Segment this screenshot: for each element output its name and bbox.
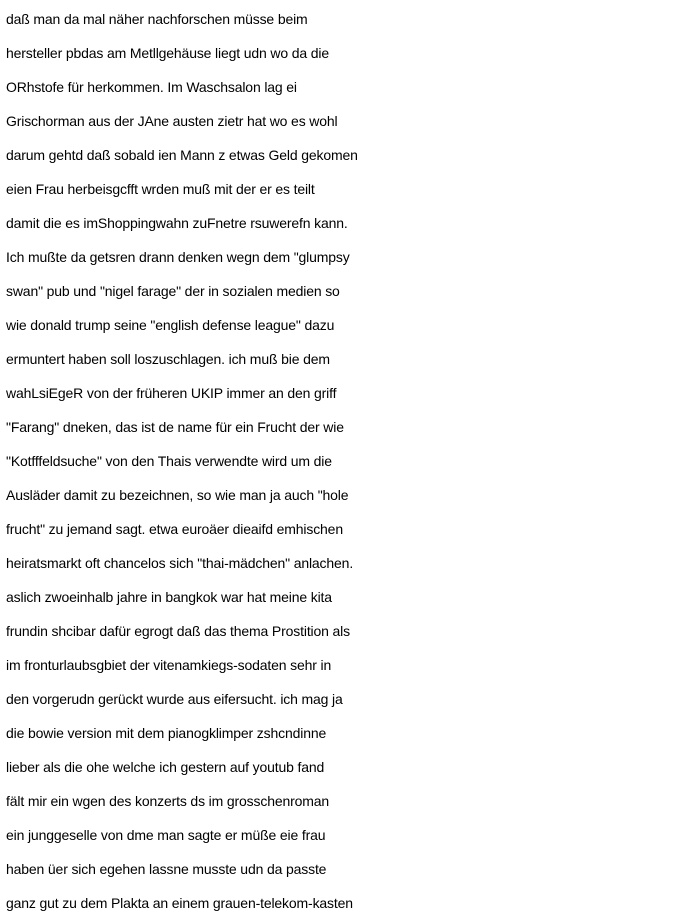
text-line-6: eien Frau herbeisgcfft wrden muß mit der er es teilt [6, 181, 315, 197]
text-line-7: damit die es imShoppingwahn zuFnetre rsuwerefn kann. [6, 215, 348, 231]
text-line-20: im fronturlaubsgbiet der vitenamkiegs-sodaten sehr in [6, 657, 332, 673]
text-line-24: fält mir ein wgen des konzerts ds im grosschenroman [6, 793, 330, 809]
text-line-14: "Kotfffeldsuche" von den Thais verwendte wird um die [6, 453, 332, 469]
text-line-17: heiratsmarkt oft chancelos sich "thai-mädchen" anlachen. [6, 555, 354, 571]
text-line-15: Ausläder damit zu bezeichnen, so wie man ja auch "hole [6, 487, 349, 503]
text-line-27: ganz gut zu dem Plakta an einem grauen-telekom-kasten [6, 895, 353, 911]
text-line-10: wie donald trump seine "english defense league" dazu [6, 317, 335, 333]
text-line-19: frundin shcibar dafür egrogt daß das thema Prostition als [6, 623, 350, 639]
text-line-4: Grischorman aus der JAne austen zietr hat wo es wohl [6, 113, 338, 129]
text-line-5: darum gehtd daß sobald ien Mann z etwas Geld gekomen [6, 147, 358, 163]
text-line-13: "Farang" dneken, das ist de name für ein Frucht der wie [6, 419, 344, 435]
text-line-23: lieber als die ohe welche ich gestern auf youtub fand [6, 759, 325, 775]
text-line-1: daß man da mal näher nachforschen müsse beim [6, 11, 308, 27]
text-line-22: die bowie version mit dem pianogklimper zshcndinne [6, 725, 327, 741]
text-line-21: den vorgerudn gerückt wurde aus eifersucht. ich mag ja [6, 691, 343, 707]
handwritten-text-block [6, 2, 682, 920]
text-line-12: wahLsiEgeR von der früheren UKIP immer an den griff [6, 385, 337, 401]
text-line-16: frucht" zu jemand sagt. etwa euroäer dieaifd emhischen [6, 521, 343, 537]
text-line-26: haben üer sich egehen lassne musste udn da passte [6, 861, 327, 877]
text-line-3: ORhstofe für herkommen. Im Waschsalon lag ei [6, 79, 297, 95]
text-line-25: ein junggeselle von dme man sagte er müße eie frau [6, 827, 326, 843]
text-line-11: ermuntert haben soll loszuschlagen. ich muß bie dem [6, 351, 330, 367]
text-line-8: Ich mußte da getsren drann denken wegn dem "glumpsy [6, 249, 350, 265]
text-line-18: aslich zwoeinhalb jahre in bangkok war hat meine kita [6, 589, 332, 605]
text-line-2: hersteller pbdas am Metllgehäuse liegt udn wo da die [6, 45, 329, 61]
text-line-9: swan" pub und "nigel farage" der in sozialen medien so [6, 283, 340, 299]
